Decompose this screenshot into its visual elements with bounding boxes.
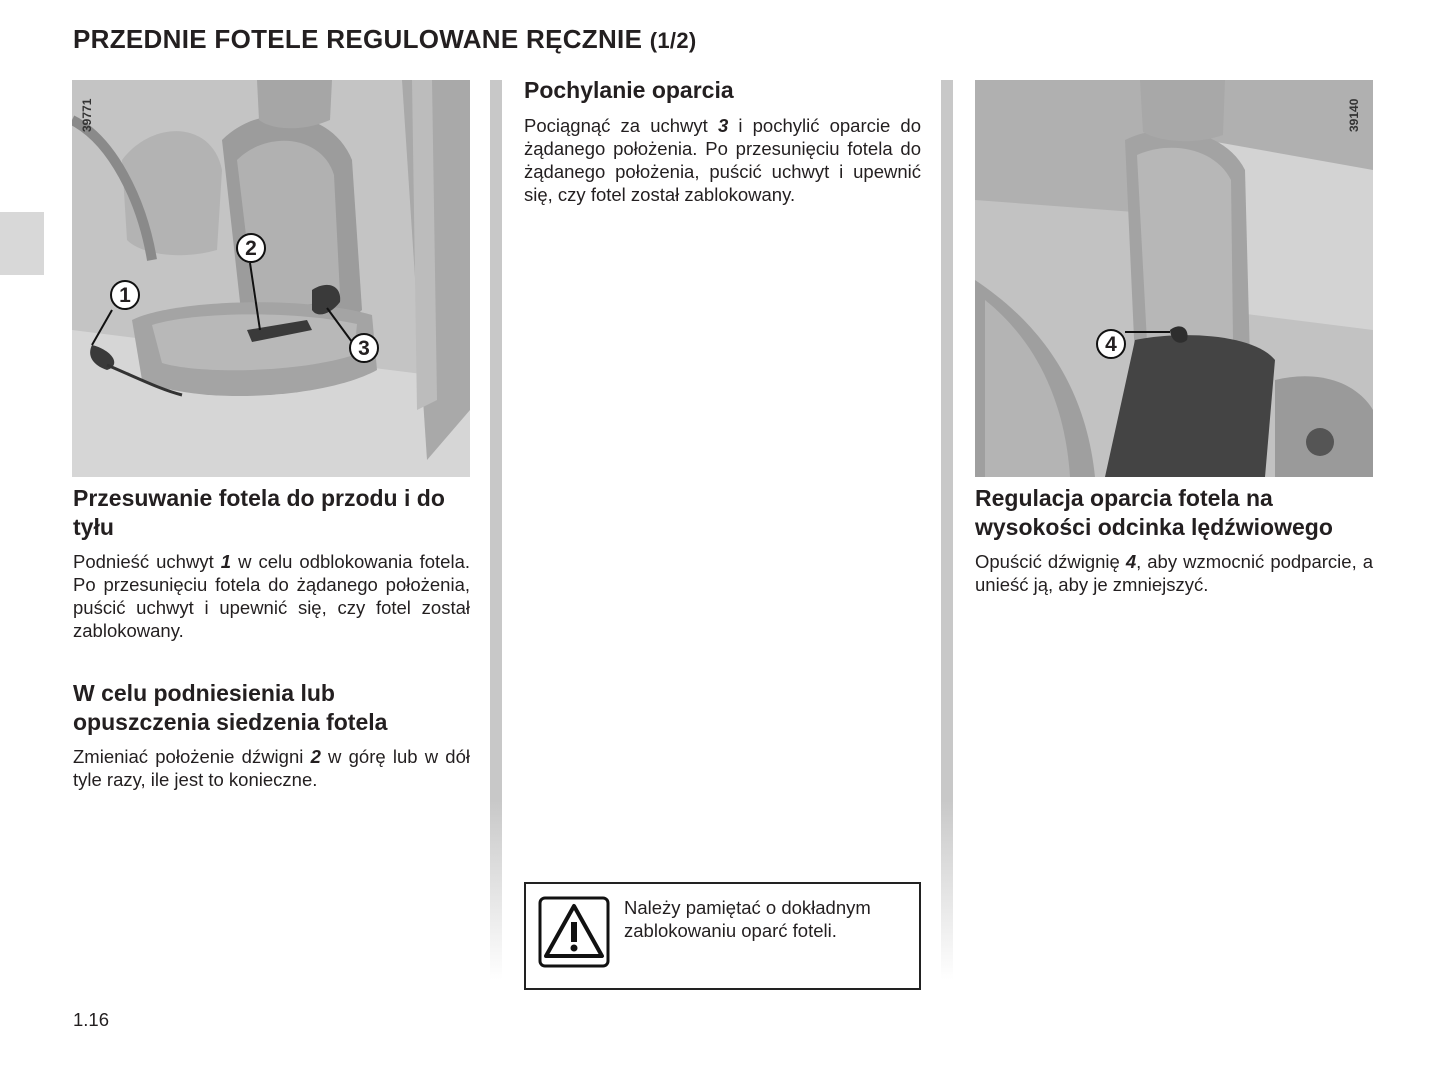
section-text-height: Zmieniać położenie dźwigni 2 w górę lub w dół tyle razy, ile jest to konieczne. <box>73 746 470 790</box>
section-heading-lumbar: Regulacja oparcia fotela na wysokości odcinka lędźwiowego <box>975 485 1333 540</box>
figure-code: 39140 <box>1347 98 1361 132</box>
section-heading-height: W celu podniesienia lub opuszczenia siedzenia fotela <box>73 680 388 735</box>
warning-text: Należy pamiętać o dokładnym zablokowaniu oparć foteli. <box>624 897 871 941</box>
chapter-tab <box>0 212 44 275</box>
callout-3: 3 <box>349 333 379 363</box>
column-divider <box>941 80 953 980</box>
callout-1: 1 <box>110 280 140 310</box>
column-divider <box>490 80 502 980</box>
page-title: PRZEDNIE FOTELE REGULOWANE RĘCZNIE (1/2) <box>73 24 697 54</box>
section-heading-slide: Przesuwanie fotela do przodu i do tyłu <box>73 485 445 540</box>
callout-4: 4 <box>1096 329 1126 359</box>
seat-controls-figure <box>72 80 470 477</box>
page-number: 1.16 <box>73 1009 110 1030</box>
warning-box <box>524 882 921 990</box>
figure-code: 39771 <box>80 98 94 132</box>
section-text-recline: Pociągnąć za uchwyt 3 i pochylić oparcie do żądanego położenia. Po przesunięciu fotela do żądanego położenia, puścić uchwyt i upewnić się, czy fotel został zablokowany. <box>524 115 921 205</box>
warning-triangle-icon <box>538 896 610 968</box>
callout-2: 2 <box>236 233 266 263</box>
section-text-lumbar: Opuścić dźwignię 4, aby wzmocnić podparcie, a unieść ją, aby je zmniejszyć. <box>975 551 1374 595</box>
section-text-slide: Podnieść uchwyt 1 w celu odblokowania fotela. Po przesunięciu fotela do żądanego położenia, puścić uchwyt i upewnić się, czy fotel został zablokowany. <box>73 551 470 641</box>
section-heading-recline: Pochylanie oparcia <box>524 77 734 103</box>
lumbar-support-figure <box>975 80 1373 477</box>
